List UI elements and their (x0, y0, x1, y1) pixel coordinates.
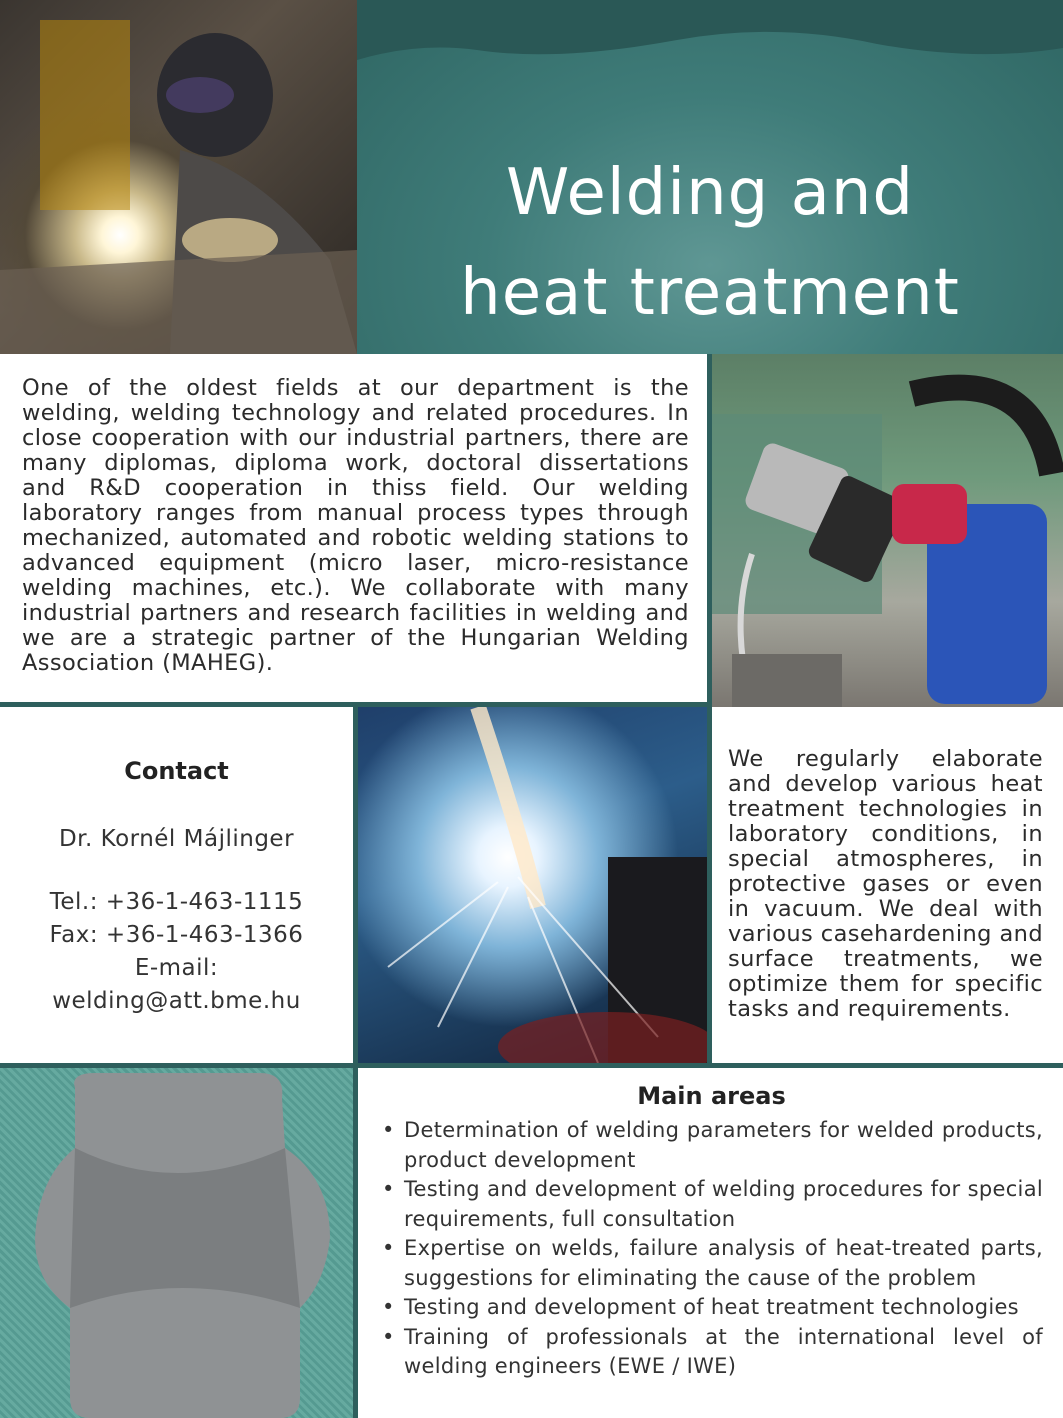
main-areas-heading: Main areas (637, 1082, 786, 1110)
heat-treatment-text: We regularly elaborate and develop various heat treatment technologies in laboratory conditions, in special atmospheres, in protective gases or even in vacuum. We deal with various casehardening and surface treatments, we optimize them for specific tasks and requirements. (728, 746, 1043, 1022)
bullet-icon: • (382, 1236, 395, 1260)
bullet-icon: • (382, 1118, 395, 1142)
contact-tel: Tel.: +36-1-463-1115 (49, 889, 304, 915)
list-item: • Testing and development of welding procedures for special requirements, full consultation (382, 1177, 1043, 1231)
welding-sparks-photo (358, 707, 707, 1063)
bullet-icon: • (382, 1295, 395, 1319)
main-areas-list (380, 1116, 1043, 1382)
sparks-illustration (358, 707, 707, 1063)
main-areas-section (358, 1068, 1063, 1418)
robot-illustration (712, 354, 1063, 708)
contact-email-link[interactable]: welding@att.bme.hu (52, 988, 301, 1014)
contact-email-label: E-mail: (134, 955, 219, 981)
title-line-1: Welding and (505, 155, 915, 230)
welder-illustration (0, 0, 357, 354)
contact-section (0, 707, 353, 1063)
welding-robot-photo (712, 354, 1063, 708)
intro-section (0, 354, 707, 702)
page-title (357, 143, 1063, 343)
part-illustration (0, 1068, 353, 1418)
title-line-2: heat treatment (460, 255, 960, 330)
list-item: • Determination of welding parameters for welded products, product development (382, 1118, 1043, 1172)
contact-fax: Fax: +36-1-463-1366 (49, 922, 304, 948)
bullet-icon: • (382, 1324, 395, 1349)
list-item: • Testing and development of heat treatment technologies (380, 1293, 1043, 1323)
title-banner (357, 0, 1063, 354)
contact-name: Dr. Kornél Májlinger (58, 826, 295, 852)
contact-heading: Contact (124, 757, 229, 785)
welder-photo (0, 0, 357, 354)
heat-treatment-section (712, 707, 1063, 1063)
welded-part-photo (0, 1068, 353, 1418)
bullet-icon: • (382, 1177, 395, 1201)
intro-text: One of the oldest fields at our department is the welding, welding technology and related procedures. In close cooperation with our industrial partners, there are many diplomas, diploma work, doctoral dissertations and R&D cooperation in thiss field. Our welding laboratory ranges from manual process types through mechanized, automated and robotic welding stations to advanced equipment (micro laser, micro-resistance welding machines, etc.). We collaborate with many industrial partners and research facilities in welding and we are a strategic partner of the Hungarian Welding Association (MAHEG). (22, 375, 689, 676)
banner-wave (357, 0, 1063, 70)
list-item: • Training of professionals at the international level of welding engineers (EWE / IWE) (382, 1324, 1043, 1378)
list-item: • Expertise on welds, failure analysis of heat-treated parts, suggestions for eliminating the cause of the problem (382, 1236, 1043, 1290)
